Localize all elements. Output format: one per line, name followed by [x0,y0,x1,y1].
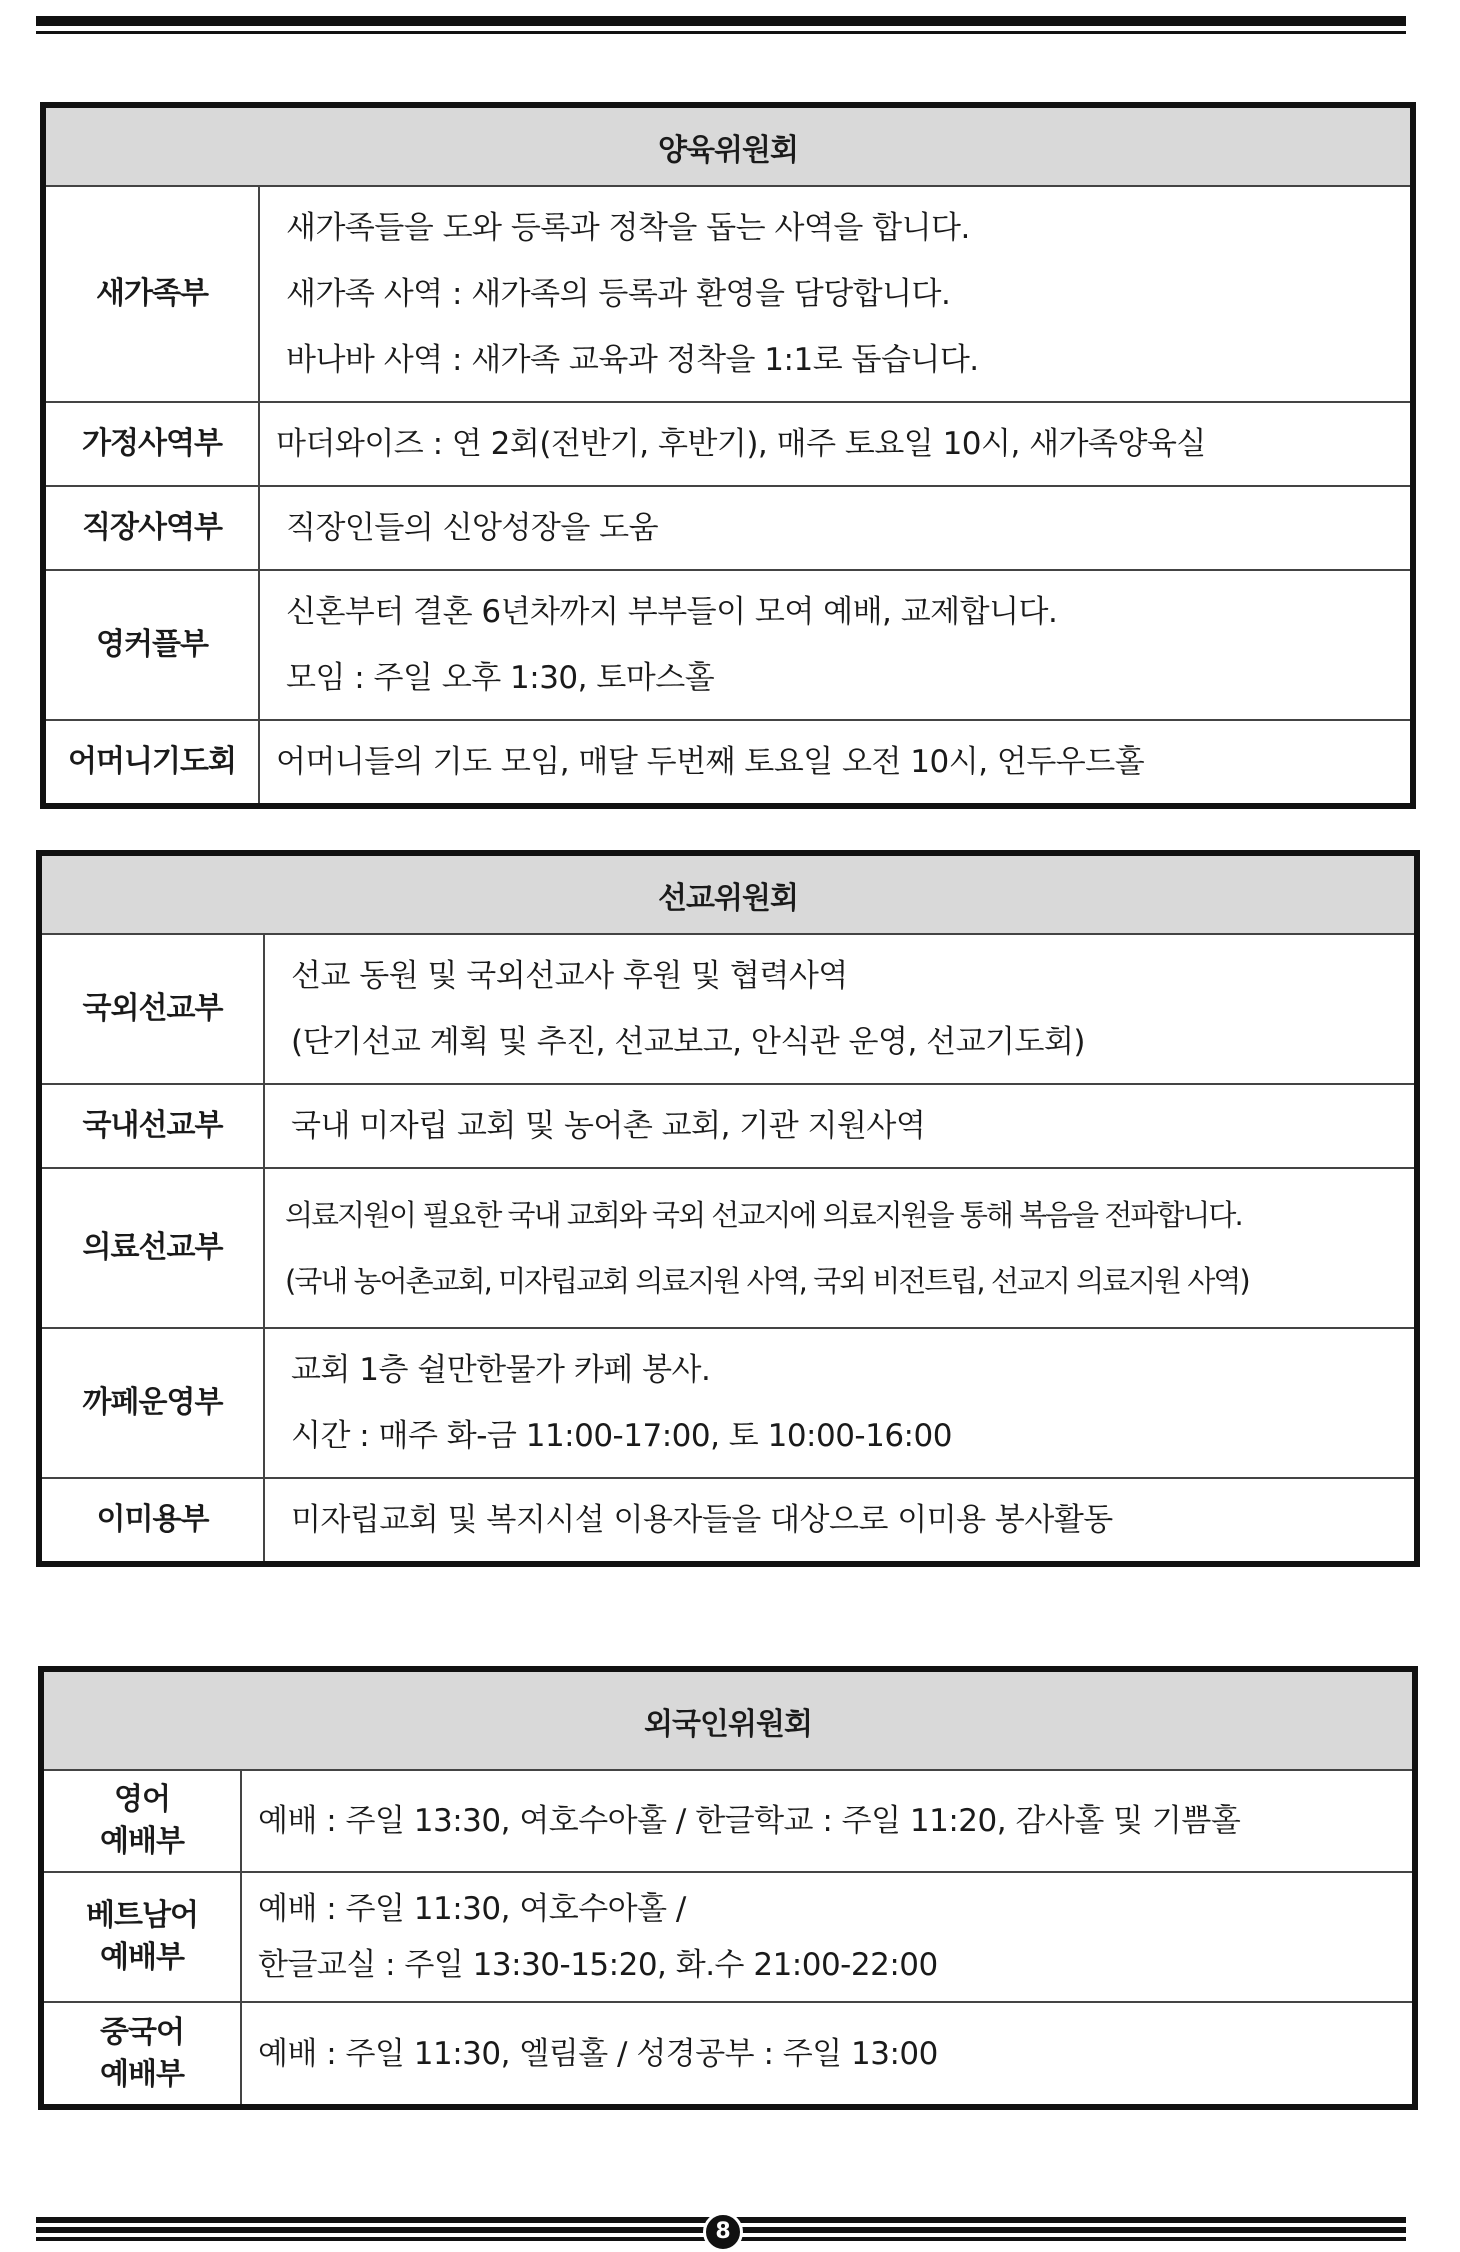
description-line: 예배 : 주일 11:30, 여호수아홀 / [258,1891,686,1927]
dept-name [41,1770,241,1872]
dept-name [41,1872,241,2002]
dept-name: 영커플부 [43,570,259,720]
committee-table-mission [36,850,1420,1567]
dept-description [259,402,1413,486]
description-line: 의료지원이 필요한 국내 교회와 국외 선교지에 의료지원을 통해 복음을 전파합니다. [285,1198,1242,1232]
page-number-badge: 8 [703,2212,743,2252]
committee-title: 양육위원회 [43,105,1413,186]
committee-title: 선교위원회 [39,853,1417,934]
description-line: 마더와이즈 : 연 2회(전반기, 후반기), 매주 토요일 10시, 새가족양육실 [276,426,1206,462]
description-line: 어머니들의 기도 모임, 매달 두번째 토요일 오전 10시, 언두우드홀 [276,744,1145,780]
dept-name: 국외선교부 [39,934,264,1084]
description-line: 교회 1층 쉴만한물가 카페 봉사. [291,1352,711,1388]
dept-description [264,1328,1417,1478]
dept-name: 국내선교부 [39,1084,264,1168]
description-line: 국내 미자립 교회 및 농어촌 교회, 기관 지원사역 [291,1108,926,1144]
dept-name: 직장사역부 [43,486,259,570]
description-line: 예배 : 주일 13:30, 여호수아홀 / 한글학교 : 주일 11:20, 감사홀 및 기쁨홀 [258,1803,1241,1839]
dept-description [259,186,1413,402]
dept-name: 새가족부 [43,186,259,402]
dept-name: 까페운영부 [39,1328,264,1478]
dept-description [241,2002,1415,2107]
description-line: 모임 : 주일 오후 1:30, 토마스홀 [286,660,715,696]
dept-description [264,1478,1417,1564]
dept-name: 이미용부 [39,1478,264,1564]
dept-description [241,1770,1415,1872]
dept-name-line: 예배부 [100,1940,184,1975]
description-line: 새가족들을 도와 등록과 정착을 돕는 사역을 합니다. [286,210,970,246]
dept-name-line: 중국어 [100,2014,184,2050]
dept-name: 가정사역부 [43,402,259,486]
dept-description [264,934,1417,1084]
description-line: 새가족 사역 : 새가족의 등록과 환영을 담당합니다. [286,276,951,312]
dept-name: 어머니기도회 [43,720,259,806]
description-line: 한글교실 : 주일 13:30-15:20, 화.수 21:00-22:00 [258,1947,938,1983]
description-line: 신혼부터 결혼 6년차까지 부부들이 모여 예배, 교제합니다. [286,594,1058,630]
description-line: 바나바 사역 : 새가족 교육과 정착을 1:1로 돕습니다. [286,342,979,378]
dept-description [264,1084,1417,1168]
dept-name: 의료선교부 [39,1168,264,1328]
dept-description [264,1168,1417,1328]
dept-name-line: 예배부 [100,2056,184,2092]
top-rule-thick [36,16,1406,26]
description-line: (국내 농어촌교회, 미자립교회 의료지원 사역, 국외 비전트립, 선교지 의료지원 사역) [285,1264,1249,1298]
dept-description [259,720,1413,806]
committee-title: 외국인위원회 [41,1669,1415,1770]
description-line: 직장인들의 신앙성장을 도움 [286,510,659,546]
dept-description [259,570,1413,720]
description-line: 미자립교회 및 복지시설 이용자들을 대상으로 이미용 봉사활동 [291,1502,1113,1538]
dept-name [41,2002,241,2107]
committee-table-nurture [40,102,1416,809]
dept-name-line: 예배부 [100,1824,184,1859]
dept-description [259,486,1413,570]
top-rule [36,16,1406,34]
description-line: 예배 : 주일 11:30, 엘림홀 / 성경공부 : 주일 13:00 [258,2035,938,2072]
description-line: 시간 : 매주 화-금 11:00-17:00, 토 10:00-16:00 [291,1418,952,1454]
bottom-rule [36,2213,1406,2243]
description-line: 선교 동원 및 국외선교사 후원 및 협력사역 [291,958,848,994]
description-line: (단기선교 계획 및 추진, 선교보고, 안식관 운영, 선교기도회) [291,1024,1085,1060]
dept-name-line: 영어 [114,1782,170,1817]
dept-description [241,1872,1415,2002]
committee-table-foreigners [38,1666,1418,2110]
dept-name-line: 베트남어 [86,1898,198,1933]
top-rule-thin [36,31,1406,34]
